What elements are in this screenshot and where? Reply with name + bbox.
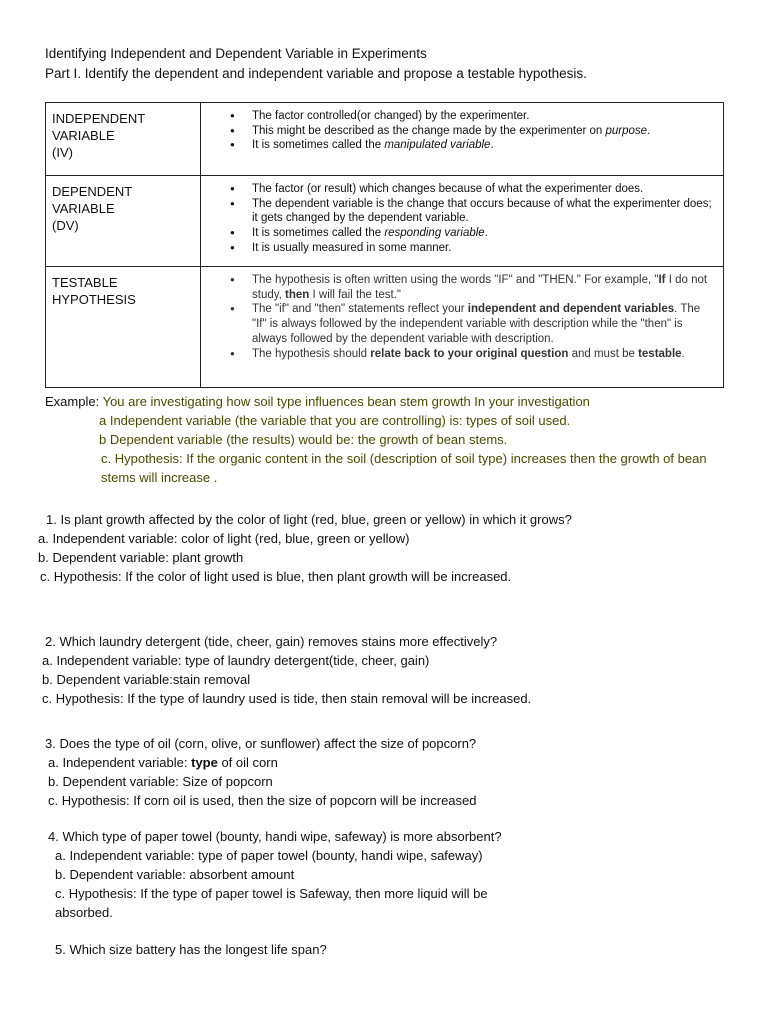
table-row: [46, 176, 724, 267]
answer-4a: a. Independent variable: type of paper towel (bounty, handi wipe, safeway): [55, 848, 483, 863]
answer-3c: c. Hypothesis: If corn oil is used, then the size of popcorn will be increased: [48, 793, 477, 808]
answer-3b: b. Dependent variable: Size of popcorn: [48, 774, 273, 789]
bullet-item: ● The hypothesis should relate back to your original question and must be testable.: [252, 347, 715, 362]
question-4: 4. Which type of paper towel (bounty, handi wipe, safeway) is more absorbent?: [48, 829, 502, 844]
question-3: 3. Does the type of oil (corn, olive, or sunflower) affect the size of popcorn?: [45, 736, 477, 751]
bullet-item: ● This might be described as the change made by the experimenter on purpose.: [252, 124, 715, 139]
question-2: 2. Which laundry detergent (tide, cheer, gain) removes stains more effectively?: [45, 634, 498, 649]
description-cell: [201, 103, 724, 176]
answer-4c-cont: absorbed.: [55, 905, 113, 920]
bullet-item: ● It is sometimes called the manipulated variable.: [252, 138, 715, 153]
question-1: 1. Is plant growth affected by the color of light (red, blue, green or yellow) in which it grows?: [46, 512, 572, 527]
part-instructions: Part I. Identify the dependent and independent variable and propose a testable hypothesis.: [45, 66, 587, 81]
table-row: [46, 103, 724, 176]
question-5: 5. Which size battery has the longest life span?: [55, 942, 327, 957]
bullet-item: ● It is sometimes called the responding variable.: [252, 226, 715, 241]
answer-1c: c. Hypothesis: If the color of light used is blue, then plant growth will be increased.: [40, 569, 512, 584]
example-item-c-cont: stems will increase .: [101, 470, 218, 485]
answer-2b: b. Dependent variable:stain removal: [42, 672, 251, 687]
example-item-b: b Dependent variable (the results) would be: the growth of bean stems.: [99, 432, 508, 447]
example-item-a: a Independent variable (the variable that you are controlling) is: types of soil used.: [99, 413, 571, 428]
description-cell: [201, 267, 724, 388]
document-title: Identifying Independent and Dependent Variable in Experiments: [45, 46, 427, 61]
bullet-item: ● It is usually measured in some manner.: [252, 241, 715, 256]
answer-4b: b. Dependent variable: absorbent amount: [55, 867, 295, 882]
answer-3a: a. Independent variable: type of oil corn: [48, 755, 278, 770]
answer-4c: c. Hypothesis: If the type of paper towel is Safeway, then more liquid will be: [55, 886, 488, 901]
bullet-item: ● The dependent variable is the change that occurs because of what the experimenter does; it gets changed by the dependent variable.: [252, 197, 715, 226]
bullet-item: ● The hypothesis is often written using the words "IF" and "THEN." For example, "If I do not study, then I will fail the test.": [252, 273, 715, 302]
bullet-item: ● The factor (or result) which changes because of what the experimenter does.: [252, 182, 715, 197]
bullet-item: ● The factor controlled(or changed) by the experimenter.: [252, 109, 715, 124]
description-cell: [201, 176, 724, 267]
term-cell: DEPENDENT VARIABLE (DV): [46, 176, 201, 267]
answer-2a: a. Independent variable: type of laundry detergent(tide, cheer, gain): [42, 653, 430, 668]
example-intro: Example: You are investigating how soil type influences bean stem growth In your investigation: [45, 394, 590, 409]
table-row: [46, 267, 724, 388]
answer-2c: c. Hypothesis: If the type of laundry used is tide, then stain removal will be increased.: [42, 691, 532, 706]
bullet-item: ● The "if" and "then" statements reflect your independent and dependent variables. The "If" is always followed by the independent variable with description while the "then" is always followed by the dependent variable with description.: [252, 302, 715, 346]
term-cell: INDEPENDENT VARIABLE (IV): [46, 103, 201, 176]
example-item-c: c. Hypothesis: If the organic content in the soil (description of soil type) increases then the growth of bean: [101, 451, 707, 466]
answer-1a: a. Independent variable: color of light (red, blue, green or yellow): [38, 531, 410, 546]
answer-1b: b. Dependent variable: plant growth: [38, 550, 244, 565]
term-cell: TESTABLE HYPOTHESIS: [46, 267, 201, 388]
definitions-table: [45, 102, 724, 388]
